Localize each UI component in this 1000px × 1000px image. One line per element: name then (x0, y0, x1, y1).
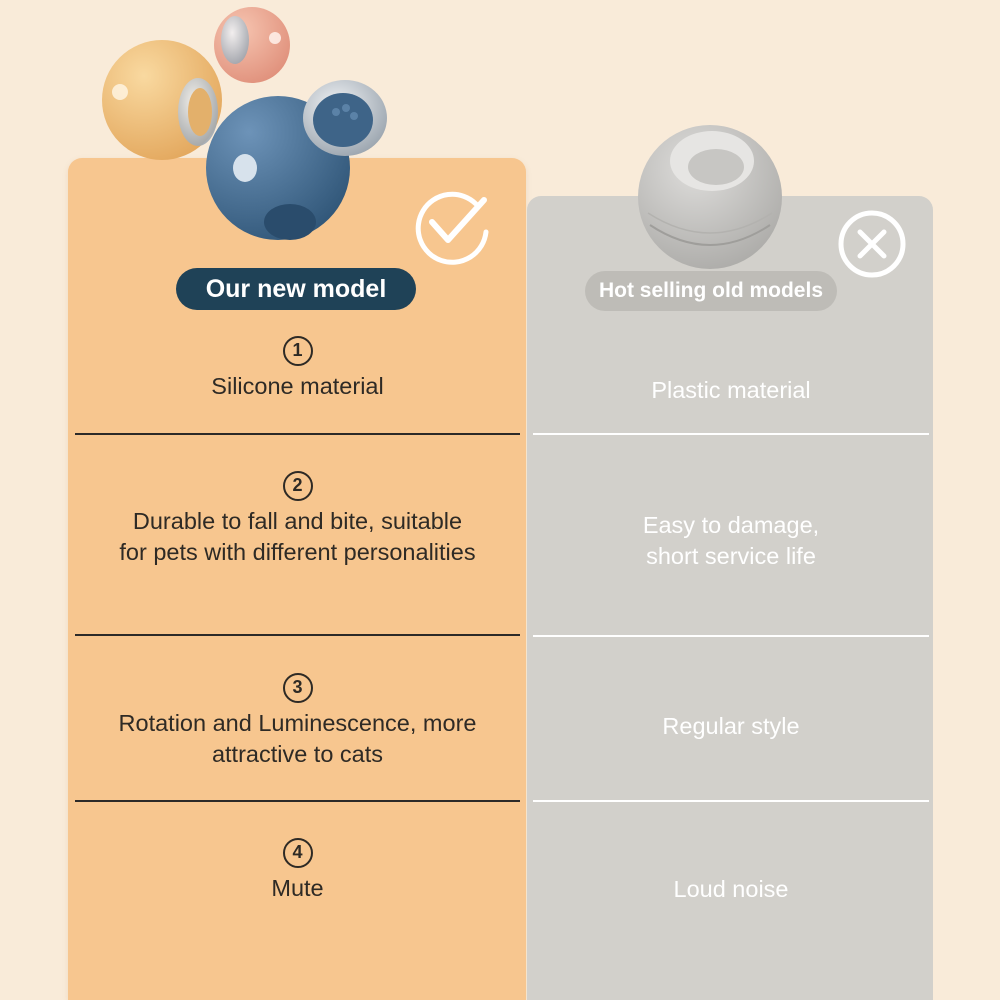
new-feature-2 (75, 471, 520, 568)
row-number-badge: 1 (283, 336, 313, 366)
row-number-badge: 4 (283, 838, 313, 868)
new-feature-text: Mute (271, 875, 324, 901)
old-model-ball-image (630, 115, 790, 275)
row-divider (533, 635, 929, 637)
new-feature-text: Silicone material (211, 373, 384, 399)
row-divider (533, 433, 929, 435)
old-feature-2 (533, 510, 929, 572)
new-feature-3 (75, 673, 520, 770)
x-circle-icon (836, 208, 908, 280)
row-divider (75, 800, 520, 802)
new-feature-text: Durable to fall and bite, suitable for pets with different personalities (119, 508, 476, 565)
old-feature-4: Loud noise (673, 876, 789, 902)
row-divider (75, 634, 520, 636)
row-number-badge: 3 (283, 673, 313, 703)
new-model-ball-image (100, 0, 400, 270)
new-feature-4 (75, 838, 520, 904)
check-circle-icon (408, 182, 494, 268)
old-feature-1: Plastic material (651, 377, 811, 403)
row-divider (75, 433, 520, 435)
new-model-title: Our new model (176, 268, 416, 310)
row-number-badge: 2 (283, 471, 313, 501)
row-divider (533, 800, 929, 802)
old-feature-3: Regular style (662, 713, 800, 739)
old-feature-text: Easy to damage, short service life (642, 512, 820, 569)
new-feature-1 (75, 336, 520, 402)
old-model-title: Hot selling old models (585, 271, 837, 311)
new-feature-text: Rotation and Luminescence, more attractive to cats (118, 710, 477, 767)
